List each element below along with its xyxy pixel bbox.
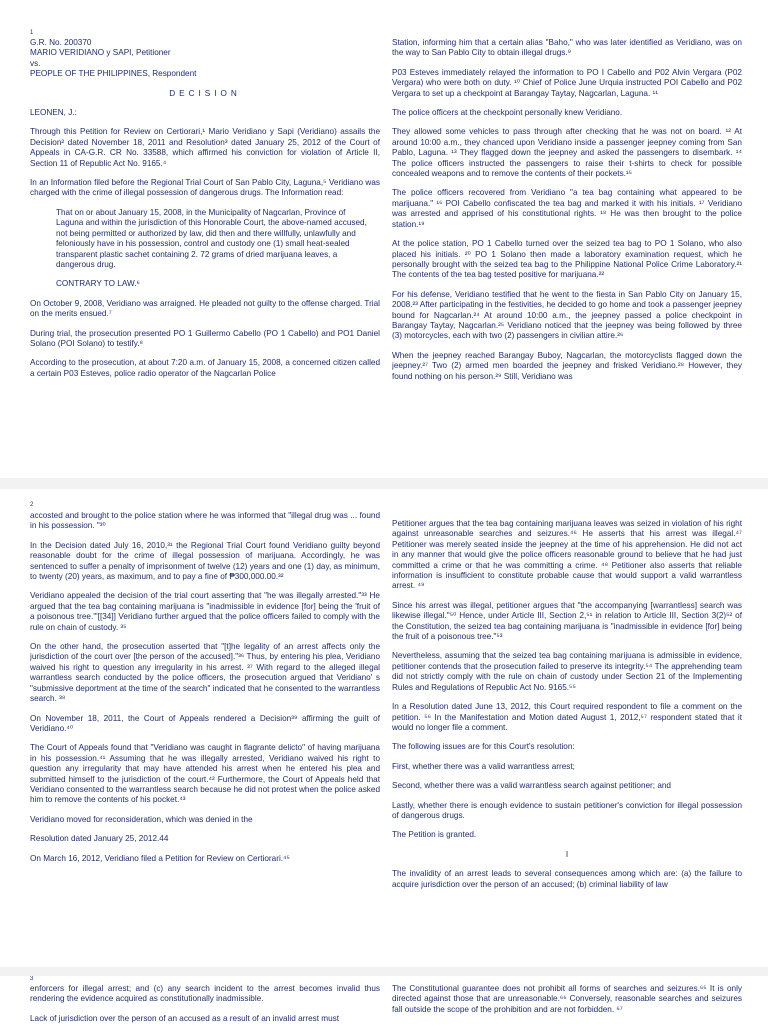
paragraph: On November 18, 2011, the Court of Appeals rendered a Decision³⁹ affirming the guilt of Veridiano.⁴⁰ [30, 713, 380, 733]
paragraph: The invalidity of an arrest leads to several consequences among which are: (a) the failure to acquire jurisdiction over the person of an accused; (b) criminal liability of law [392, 869, 742, 889]
paragraph: LEONEN, J.: [30, 108, 77, 118]
paragraph: Petitioner argues that the tea bag containing marijuana leaves was seized in violation of his right against unreasonable searches and seizures.⁴⁶ He asserts that his arrest was illegal.⁴⁷ Petitioner was merely seated inside the jeepney at the time of his apprehension. He did not act in any manner that would give the police officers reasonable ground to believe that he had just committed a crime or that he was committing a crime. ⁴⁸ Petitioner also asserts that reliable information is insufficient to constitute probable cause that would support a valid warrantless arrest. ⁴⁹ [392, 519, 742, 591]
paragraph: The following issues are for this Court's resolution: [392, 742, 575, 752]
right-column [392, 519, 742, 963]
paragraph: accosted and brought to the police station where he was informed that "illegal drug was ... found in his possession. "³⁰ [30, 511, 380, 531]
paragraph: The police officers recovered from Veridiano "a tea bag containing what appeared to be marijuana." ¹⁶ POI Cabello confiscated the tea bag and marked it with his initials. ¹⁷ Veridiano was arrested and apprised of his constitutional rights. ¹⁸ He was then brought to the police station.¹⁹ [392, 188, 742, 229]
paragraph: On October 9, 2008, Veridiano was arraigned. He pleaded not guilty to the offense charged. Trial on the merits ensued.⁷ [30, 298, 380, 319]
paragraph: Through this Petition for Review on Certiorari,¹ Mario Veridiano y Sapi (Veridiano) assails the Decision² dated November 18, 2011 and Resolution³ dated January 25, 2012 of the Court of Appeals in CA-G.R. CR No. 33588, which affirmed his conviction for violation of Article II, Section 11 of Republic Act No. 9165.⁴ [30, 127, 380, 168]
paragraph: P03 Esteves immediately relayed the information to PO I Cabello and P02 Alvin Vergara (P02 Vergara) who were both on duty. ¹⁰ Chief of Police June Urquia instructed POI Cabello and P02 Vergara to set up a checkpoint at Barangay Taytay, Nagcarlan, Laguna. ¹¹ [392, 67, 742, 98]
paragraph: Lack of jurisdiction over the person of an accused as a result of an invalid arrest must [30, 1013, 340, 1023]
page-number: 2 [30, 502, 34, 508]
paragraph: The Petition is granted. [392, 830, 477, 840]
paragraph: vs. [30, 58, 41, 68]
paragraph: Station, informing him that a certain alias "Baho," who was later identified as Veridiano, was on the way to San Pablo City to obtain illegal drugs.⁹ [392, 38, 742, 58]
paragraph: I [565, 849, 569, 859]
paragraph: For his defense, Veridiano testified that he went to the fiesta in San Pablo City on January 15, 2008.²³ After participating in the festivities, he decided to go home and took a passenger jeepney bound for Nagcarlan.²⁴ At around 10:00 a.m., the jeepney passed a police checkpoint in Barangay Taytay, Nagcarlan.²⁵ Veridiano noticed that the jeepney was being followed by three (3) motorcycles, each with two (2) passengers in civilian attire.²⁶ [392, 289, 742, 341]
page-number: 3 [30, 976, 34, 982]
paragraph: Veridiano moved for reconsideration, which was denied in the [30, 814, 253, 824]
paragraph: They allowed some vehicles to pass through after checking that he was not on board. ¹² At around 10:00 a.m., they chanced upon Veridiano inside a passenger jeepney coming from San Pablo, Laguna. ¹³ They flagged down the jeepney and asked the passengers to disembark. ¹⁴ The police officers instructed the passengers to raise their t-shirts to check for possible concealed weapons and to remove the contents of their pockets.¹⁵ [392, 127, 742, 179]
paragraph: When the jeepney reached Barangay Buboy, Nagcarlan, the motorcyclists flagged down the jeepney.²⁷ Two (2) armed men boarded the jeepney and frisked Veridiano.²⁸ However, they found nothing on his person.²⁹ Still, Veridiano was [392, 350, 742, 381]
left-column [30, 984, 380, 1032]
page-number: 1 [30, 30, 34, 36]
paragraph: MARIO VERIDIANO y SAPI, Petitioner [30, 48, 171, 58]
paragraph: Second, whether there was a valid warrantless search against petitioner; and [392, 781, 671, 791]
paragraph: The police officers at the checkpoint personally knew Veridiano. [392, 108, 623, 118]
document-page-2 [0, 489, 768, 967]
paragraph: In the Decision dated July 16, 2010,³¹ the Regional Trial Court found Veridiano guilty beyond reasonable doubt for the crime of illegal possession of marijuana. Accordingly, he was sentenced to suffer a penalty of imprisonment of twelve (12) years and one (1) day, as minimum, to twenty (20) years, as maximum, and to pay a fine of ₱300,000.00.³² [30, 540, 380, 582]
paragraph: G.R. No. 200370 [30, 38, 92, 47]
right-column [392, 984, 742, 1032]
paragraph: On the other hand, the prosecution asserted that "[t]he legality of an arrest affects only the jurisdiction of the court over [the person of the accused]."³⁶ Thus, by entering his plea, Veridiano waived his right to question any irregularity in his arrest. ³⁷ With regard to the alleged illegal warrantless search conducted by the police officers, the prosecution argued that Veridiano' s "submissive deportment at the time of the search" indicated that he consented to the warrantless search. ³⁸ [30, 642, 380, 704]
paragraph: The Court of Appeals found that "Veridiano was caught in flagrante delicto" of having marijuana in his possession.⁴¹ Assuming that he was illegally arrested, Veridiano waived his right to question any irregularity that may have attended his arrest when he entered his plea and submitted himself to the jurisdiction of the court.⁴² Furthermore, the Court of Appeals held that Veridiano consented to the warrantless search because he did not protest when the police asked him to remove the contents of his pocket.⁴³ [30, 743, 380, 805]
paragraph: Since his arrest was illegal, petitioner argues that "the accompanying [warrantless] search was likewise illegal."⁵⁰ Hence, under Article III, Section 2,⁵¹ in relation to Article III, Section 3(2)⁵² of the Constitution, the seized tea bag containing marijuana is "inadmissible in evidence [for] being the fruit of a poisonous tree."⁵³ [392, 600, 742, 642]
paragraph: On March 16, 2012, Veridiano filed a Petition for Review on Certiorari.⁴⁵ [30, 853, 290, 863]
paragraph: The Constitutional guarantee does not prohibit all forms of searches and seizures.⁶⁵ It is only directed against those that are unreasonable.⁶⁶ Conversely, reasonable searches and seizures fall outside the scope of the prohibition and are not forbidden. ⁶⁷ [392, 984, 742, 1014]
paragraph: First, whether there was a valid warrantless arrest; [392, 761, 575, 771]
paragraph: During trial, the prosecution presented PO 1 Guillermo Cabello (PO 1 Cabello) and PO1 Daniel Solano (POI Solano) to testify.⁸ [30, 328, 380, 348]
document-page-1 [0, 0, 768, 478]
paragraph: That on or about January 15, 2008, in the Municipality of Nagcarlan, Province of Laguna and within the jurisdiction of this Honorable Court, the above-named accused, not being permitted or authorized by law, did then and there willfully, unlawfully and feloniously have in his possession, control and custody one (1) small heat-sealed transparent plastic sachet containing 2. 72 grams of dried marijuana leaves, a dangerous drug. [56, 207, 367, 269]
paragraph: In a Resolution dated June 13, 2012, this Court required respondent to file a comment on the petition. ⁵⁶ In the Manifestation and Motion dated August 1, 2012,⁵⁷ respondent stated that it would no longer file a comment. [392, 702, 742, 732]
paragraph: Nevertheless, assuming that the seized tea bag containing marijuana is admissible in evidence, petitioner contends that the prosecution failed to preserve its integrity.⁵⁴ The apprehending team did not strictly comply with the rule on chain of custody under Section 21 of the Implementing Rules and Regulations of Republic Act No. 9165.⁵⁵ [392, 651, 742, 692]
left-column [30, 511, 380, 963]
right-column [392, 38, 742, 474]
paragraph: Veridiano appealed the decision of the trial court asserting that "he was illegally arrested."³³ He argued that the tea bag containing marijuana is "inadmissible in evidence [for] being the 'fruit of a poisonous tree.'"[[34]] Veridiano further argued that the police officers failed to comply with the rule on chain of custody. ³⁵ [30, 591, 380, 632]
paragraph: Resolution dated January 25, 2012.44 [30, 834, 169, 844]
paragraph: DECISION [169, 88, 241, 98]
paragraph: According to the prosecution, at about 7:20 a.m. of January 15, 2008, a concerned citizen called a certain P03 Esteves, police radio operator of the Nagcarlan Police [30, 358, 380, 378]
paragraph: Lastly, whether there is enough evidence to sustain petitioner's conviction for illegal possession of dangerous drugs. [392, 800, 742, 820]
left-column [30, 38, 380, 474]
paragraph: In an Information filed before the Regional Trial Court of San Pablo City, Laguna,⁵ Veridiano was charged with the crime of illegal possession of dangerous drugs. The Information read: [30, 178, 380, 198]
paragraph: At the police station, PO 1 Cabello turned over the seized tea bag to PO 1 Solano, who also placed his initials. ²⁰ PO 1 Solano then made a laboratory examination request, which he personally brought with the seized tea bag to the Philippine National Police Crime Laboratory.²¹ The contents of the tea bag tested positive for marijuana.²² [392, 239, 742, 280]
paragraph: PEOPLE OF THE PHILIPPINES, Respondent [30, 69, 197, 79]
paragraph: enforcers for illegal arrest; and (c) any search incident to the arrest becomes invalid thus rendering the evidence acquired as constitutionally inadmissible. [30, 984, 380, 1004]
document-page-3 [0, 976, 768, 1036]
paragraph: CONTRARY TO LAW.⁶ [56, 279, 140, 289]
